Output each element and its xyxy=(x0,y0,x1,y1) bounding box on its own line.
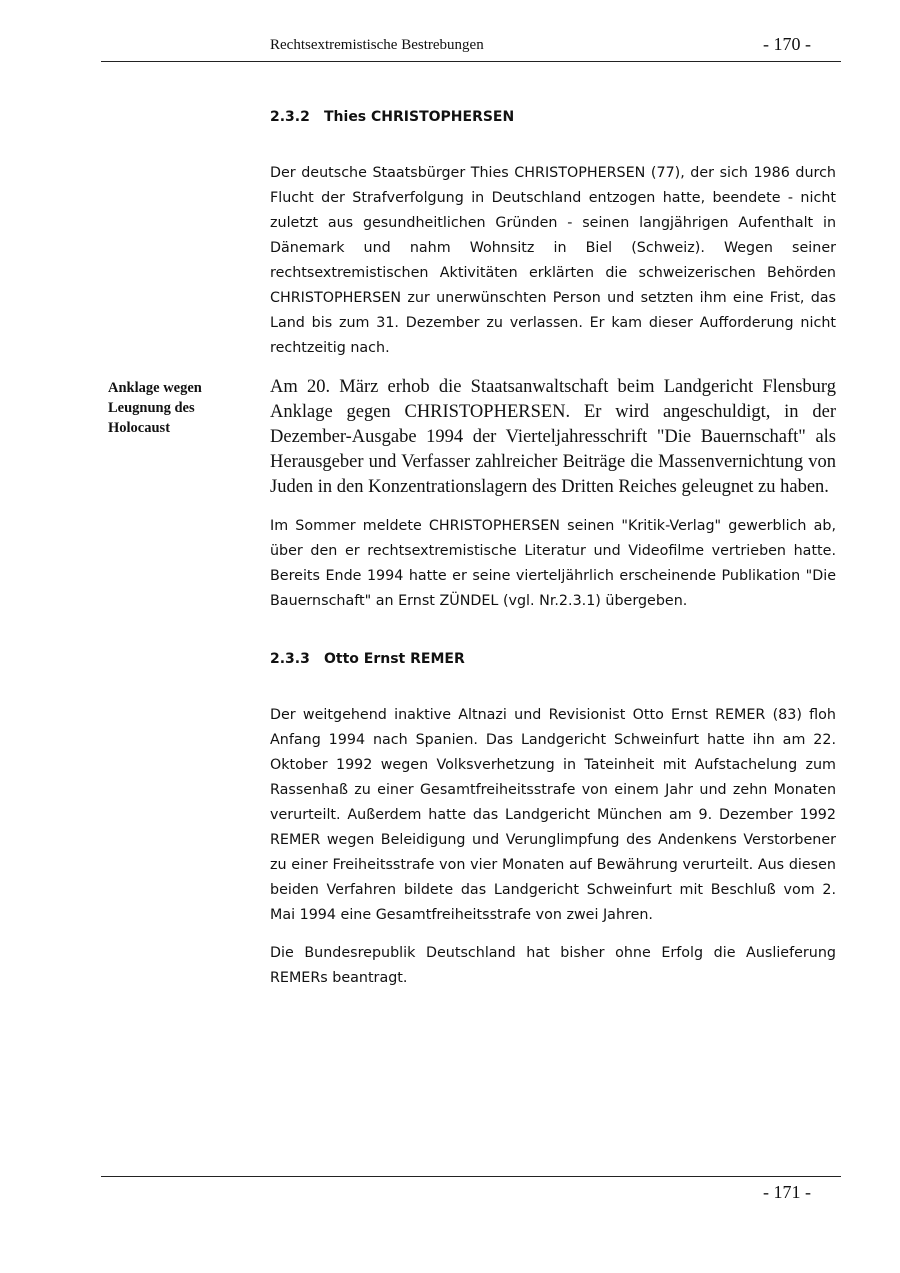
paragraph-serif: Am 20. März erhob die Staatsanwaltschaft beim Landgericht Flensburg Anklage gegen CHRISTOPHERSEN. Er wird angeschuldigt, in der Dezember-Ausgabe 1994 der Vierteljahresschrift "Die Bauernschaft" als Herausgeber und Verfasser zahlreicher Beiträge die Massenvernichtung von Juden in den Konzentrationslagern des Dritten Reiches geleugnet zu haben. xyxy=(270,377,836,497)
paragraph: Im Sommer meldete CHRISTOPHERSEN seinen "Kritik-Verlag" gewerblich ab, über den er rechtsextremistische Literatur und Videofilme vertrieben hatte. Bereits Ende 1994 hatte er seine vierteljährlich erscheinende Publikation "Die Bauernschaft" an Ernst ZÜNDEL (vgl. Nr.2.3.1) übergeben. xyxy=(270,518,836,609)
running-header xyxy=(101,28,841,62)
section-number: 2.3.3 xyxy=(270,651,310,667)
section-number: 2.3.2 xyxy=(270,109,310,125)
paragraph: Der deutsche Staatsbürger Thies CHRISTOPHERSEN (77), der sich 1986 durch Flucht der Strafverfolgung in Deutschland entzogen hatte, beendete - nicht zuletzt aus gesundheitlichen Gründen - seinen langjährigen Aufenthalt in Dänemark und nahm Wohnsitz in Biel (Schweiz). Wegen seiner rechtsextremistischen Aktivitäten erklärten die schweizerischen Behörden CHRISTOPHERSEN zur unerwünschten Person und setzten ihm eine Frist, das Land bis zum 31. Dezember zu verlassen. Er kam dieser Aufforderung nicht rechtzeitig nach. xyxy=(270,165,836,356)
paragraph: Die Bundesrepublik Deutschland hat bisher ohne Erfolg die Auslieferung REMERs beantragt. xyxy=(270,945,836,986)
section-heading-2-3-3 xyxy=(270,651,465,667)
section-title: Thies CHRISTOPHERSEN xyxy=(324,109,515,125)
paragraph: Der weitgehend inaktive Altnazi und Revisionist Otto Ernst REMER (83) floh Anfang 1994 nach Spanien. Das Landgericht Schweinfurt hatte ihn am 22. Oktober 1992 wegen Volksverhetzung in Tateinheit mit Aufstachelung zum Rassenhaß zu einer Gesamtfreiheitsstrafe von einem Jahr und zehn Monaten verurteilt. Außerdem hatte das Landgericht München am 9. Dezember 1992 REMER wegen Beleidigung und Verunglimpfung des Andenkens Verstorbener zu einer Freiheitsstrafe von vier Monaten auf Bewährung verurteilt. Aus diesen beiden Verfahren bildete das Landgericht Schweinfurt mit Beschluß vom 2. Mai 1994 eine Gesamtfreiheitsstrafe von zwei Jahren. xyxy=(270,707,836,923)
margin-note: Anklage wegen Leugnung des Holocaust xyxy=(108,380,202,436)
page-number-bottom: - 171 - xyxy=(763,1182,811,1202)
footer-divider xyxy=(101,1176,841,1177)
page-number-top: - 170 - xyxy=(763,34,811,54)
running-title: Rechtsextremistische Bestrebungen xyxy=(270,37,484,53)
section-heading-2-3-2 xyxy=(270,109,514,125)
section-title: Otto Ernst REMER xyxy=(324,651,465,667)
